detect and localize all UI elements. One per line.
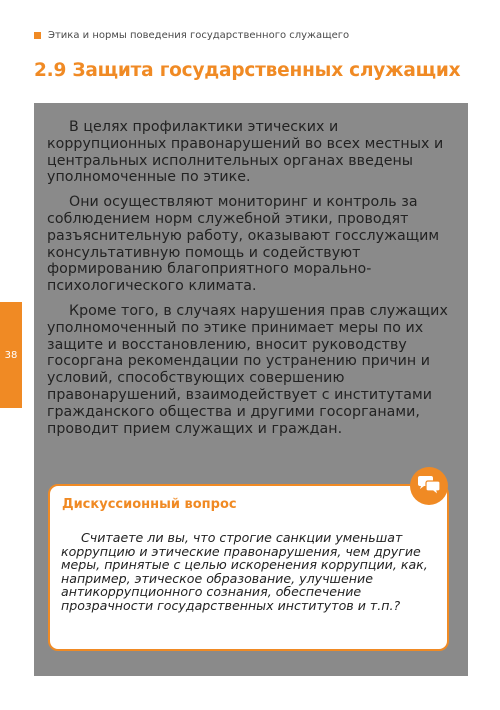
paragraph-1: В целях профилактики этических и коррупционных правонарушений во всех местных и центральных исполнительных органах введены уполномоченные по этике. <box>47 119 444 186</box>
page-number: 38 <box>4 349 18 361</box>
paragraph-2: Они осуществляют мониторинг и контроль за соблюдением норм служебной этики, проводят разъяснительную работу, оказывают госслужащим консультативную помощь и содействуют формированию благоприятного морально-психологического климата. <box>47 194 440 295</box>
chat-bubbles-icon <box>410 467 448 505</box>
page-number-tab <box>0 302 22 408</box>
header-square-icon <box>34 32 41 39</box>
discussion-title: Дискуссионный вопрос <box>62 497 237 512</box>
discussion-question: Считаете ли вы, что строгие санкции уменьшат коррупцию и этические правонарушения, чем другие меры, принятые с целью искоренения коррупции, как, например, этическое образование, улучшение антикоррупционного сознания, обеспечение прозрачности государственных институтов и т.п.? <box>61 530 428 613</box>
discussion-box <box>48 484 449 651</box>
section-title: 2.9 Защита государственных служащих <box>34 60 461 81</box>
paragraph-3: Кроме того, в случаях нарушения прав служащих уполномоченный по этике принимает меры по их защите и восстановлению, вносит руководству госоргана рекомендации по устранению причин и условий, способствующих совершению правонарушений, взаимодействует с институтами гражданского общества и другими госорганами, проводит прием служащих и граждан. <box>47 302 448 437</box>
running-header <box>34 30 349 41</box>
running-title: Этика и нормы поведения государственного служащего <box>48 30 350 41</box>
body-text <box>47 119 462 445</box>
